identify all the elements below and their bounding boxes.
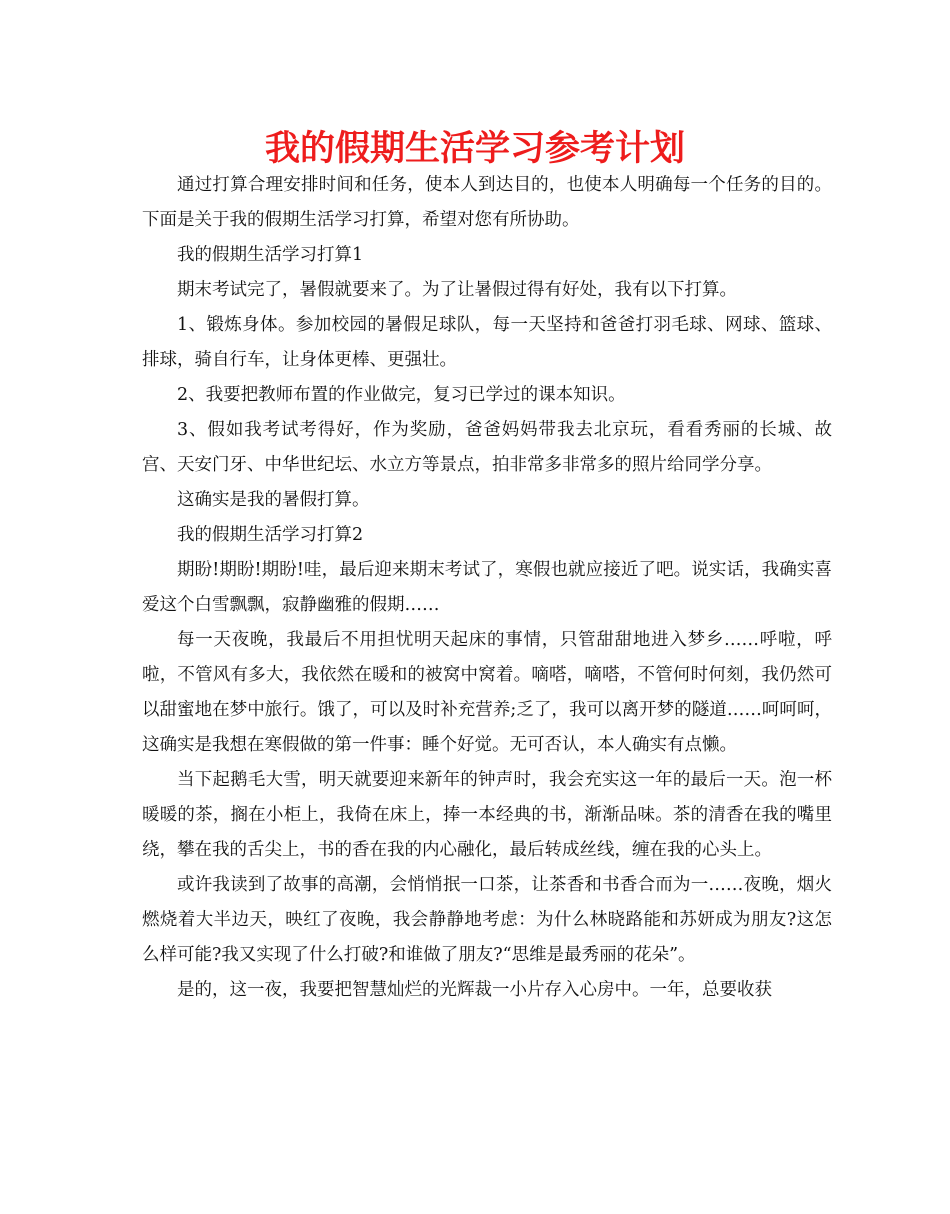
- list-item-2: 2、我要把教师布置的作业做完，复习已学过的课本知识。: [177, 385, 626, 405]
- body-paragraph: 期末考试完了，暑假就要来了。为了让暑假过得有好处，我有以下打算。: [177, 280, 737, 300]
- intro-paragraph: 通过打算合理安排时间和任务，使本人到达目的，也使本人明确每一个任务的目的。下面是关于我的假期生活学习打算，希望对您有所协助。: [142, 175, 832, 230]
- document-body: [142, 168, 832, 1008]
- body-paragraph: 每一天夜晚，我最后不用担忧明天起床的事情，只管甜甜地进入梦乡……呼啦，呼啦，不管风有多大，我依然在暖和的被窝中窝着。嘀嗒，嘀嗒，不管何时何刻，我仍然可以甜蜜地在梦中旅行。饿了，可以及时补充营养;乏了，我可以离开梦的隧道……呵呵呵，这确实是我想在寒假做的第一件事：睡个好觉。无可否认，本人确实有点懒。: [142, 630, 832, 755]
- list-item-3: 3、假如我考试考得好，作为奖励，爸爸妈妈带我去北京玩，看看秀丽的长城、故宫、天安门牙、中华世纪坛、水立方等景点，拍非常多非常多的照片给同学分享。: [142, 420, 832, 475]
- body-paragraph: 期盼!期盼!期盼!哇，最后迎来期末考试了，寒假也就应接近了吧。说实话，我确实喜爱这个白雪飘飘，寂静幽雅的假期……: [142, 560, 832, 615]
- document-title: 我的假期生活学习参考计划: [264, 129, 685, 169]
- section-heading-1: 我的假期生活学习打算1: [177, 245, 364, 265]
- body-paragraph: 这确实是我的暑假打算。: [177, 490, 370, 510]
- body-paragraph: 是的，这一夜，我要把智慧灿烂的光辉裁一小片存入心房中。一年，总要收获: [177, 980, 772, 1000]
- body-paragraph: 或许我读到了故事的高潮，会悄悄抿一口茶，让茶香和书香合而为一……夜晚，烟火燃烧着大半边天，映红了夜晚，我会静静地考虑：为什么林晓路能和苏妍成为朋友?这怎么样可能?我又实现了什么打破?和谁做了朋友?“思维是最秀丽的花朵”。: [142, 875, 832, 965]
- section-heading-2: 我的假期生活学习打算2: [177, 525, 364, 545]
- list-item-1: 1、锻炼身体。参加校园的暑假足球队，每一天坚持和爸爸打羽毛球、网球、篮球、排球，骑自行车，让身体更棒、更强壮。: [142, 315, 832, 370]
- body-paragraph: 当下起鹅毛大雪，明天就要迎来新年的钟声时，我会充实这一年的最后一天。泡一杯暖暖的茶，搁在小柜上，我倚在床上，捧一本经典的书，渐渐品味。茶的清香在我的嘴里绕，攀在我的舌尖上，书的香在我的内心融化，最后转成丝线，缠在我的心头上。: [142, 770, 832, 860]
